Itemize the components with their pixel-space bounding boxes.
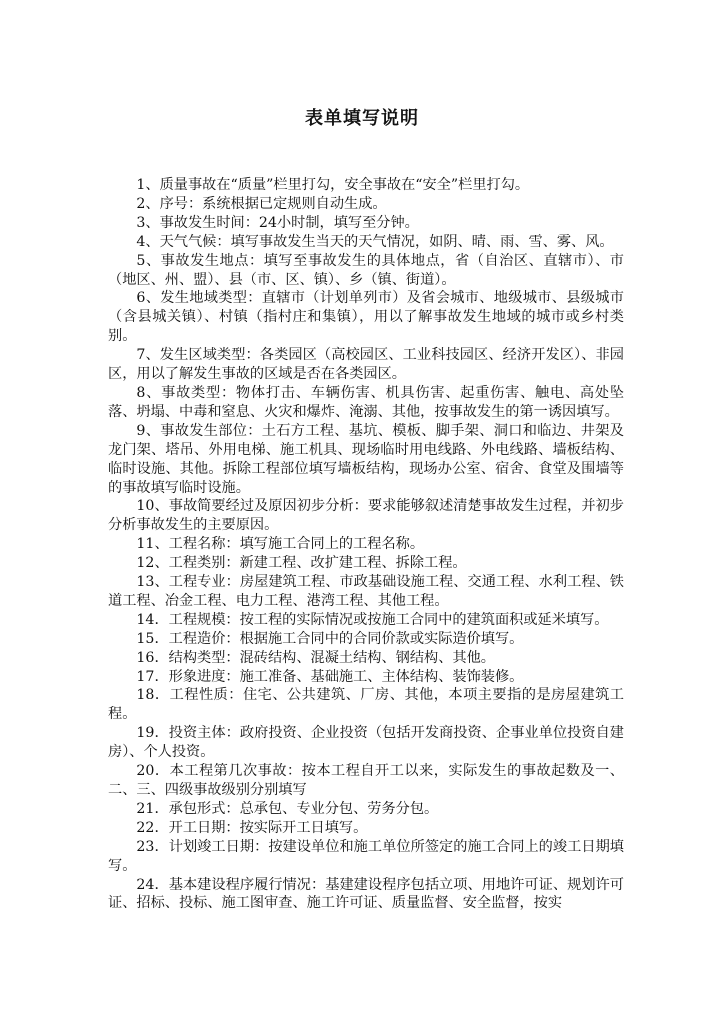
instruction-item: 13、工程专业：房屋建筑工程、市政基础设施工程、交通工程、水利工程、铁道工程、冶金工程、电力工程、港湾工程、其他工程。: [108, 574, 624, 609]
instruction-item: 10、事故简要经过及原因初步分析：要求能够叙述清楚事故发生过程，并初步分析事故发生的主要原因。: [108, 498, 624, 534]
instruction-item: 20．本工程第几次事故：按本工程自开工以来，实际发生的事故起数及一、二、三、四级事故级别分别填写: [108, 763, 624, 798]
instruction-item: 24．基本建设程序履行情况：基建建设程序包括立项、用地许可证、规划许可证、招标、投标、施工图审查、施工许可证、质量监督、安全监督，按实: [108, 876, 624, 912]
instruction-item: 4、天气气候：填写事故发生当天的天气情况，如阴、晴、雨、雪、雾、风。: [136, 233, 614, 250]
instruction-item: 23．计划竣工日期：按建设单位和施工单位所签定的施工合同上的竣工日期填写。: [108, 838, 624, 874]
instruction-item: 16．结构类型：混砖结构、混凝土结构、钢结构、其他。: [136, 649, 495, 666]
instruction-item: 9、事故发生部位：土石方工程、基坑、模板、脚手架、洞口和临边、井架及龙门架、塔吊、外用电梯、施工机具、现场临时用电线路、外电线路、墙板结构、临时设施、其他。拆除工程部位填写墙板结构，现场办公室、宿舍、食堂及围墙等的事故填写临时设施。: [108, 422, 624, 496]
instruction-item: 17．形象进度：施工准备、基础施工、主体结构、装饰装修。: [136, 668, 524, 685]
instruction-item: 2、序号：系统根据已定规则自动生成。: [136, 195, 387, 212]
instruction-item: 6、发生地域类型：直辖市（计划单列市）及省会城市、地级城市、县级城市（含县城关镇）、村镇（指村庄和集镇），用以了解事故发生地域的城市或乡村类别。: [108, 290, 624, 345]
instruction-item: 5、事故发生地点：填写至事故发生的具体地点，省（自治区、直辖市）、市（地区、州、盟）、县（市、区、镇）、乡（镇、街道）。: [108, 252, 624, 288]
instruction-item: 8、事故类型：物体打击、车辆伤害、机具伤害、起重伤害、触电、高处坠落、坍塌、中毒和窒息、火灾和爆炸、淹溺、其他，按事故发生的第一诱因填写。: [108, 384, 624, 420]
instruction-item: 18．工程性质：住宅、公共建筑、厂房、其他，本项主要指的是房屋建筑工程。: [108, 687, 624, 723]
instruction-item: 22．开工日期：按实际开工日填写。: [136, 819, 368, 836]
instruction-item: 21．承包形式：总承包、专业分包、劳务分包。: [136, 800, 439, 817]
instruction-item: 14．工程规模：按工程的实际情况或按施工合同中的建筑面积或延米填写。: [136, 611, 609, 628]
instruction-item: 1、质量事故在“质量”栏里打勾，安全事故在“安全”栏里打勾。: [136, 177, 530, 193]
instruction-item: 7、发生区域类型：各类园区（高校园区、工业科技园区、经济开发区）、非园区，用以了解发生事故的区域是否在各类园区。: [108, 347, 624, 383]
instruction-item: 3、事故发生时间：24小时制，填写至分钟。: [136, 214, 419, 231]
instructions-body: [108, 176, 624, 913]
instruction-item: 15．工程造价：根据施工合同中的合同价款或实际造价填写。: [136, 630, 524, 647]
page-title: 表单填写说明: [305, 108, 419, 129]
instruction-item: 11、工程名称：填写施工合同上的工程名称。: [136, 536, 425, 553]
instruction-item: 19．投资主体：政府投资、企业投资（包括开发商投资、企事业单位投资自建房）、个人投资。: [108, 725, 624, 761]
instruction-item: 12、工程类别：新建工程、改扩建工程、拆除工程。: [136, 555, 467, 572]
